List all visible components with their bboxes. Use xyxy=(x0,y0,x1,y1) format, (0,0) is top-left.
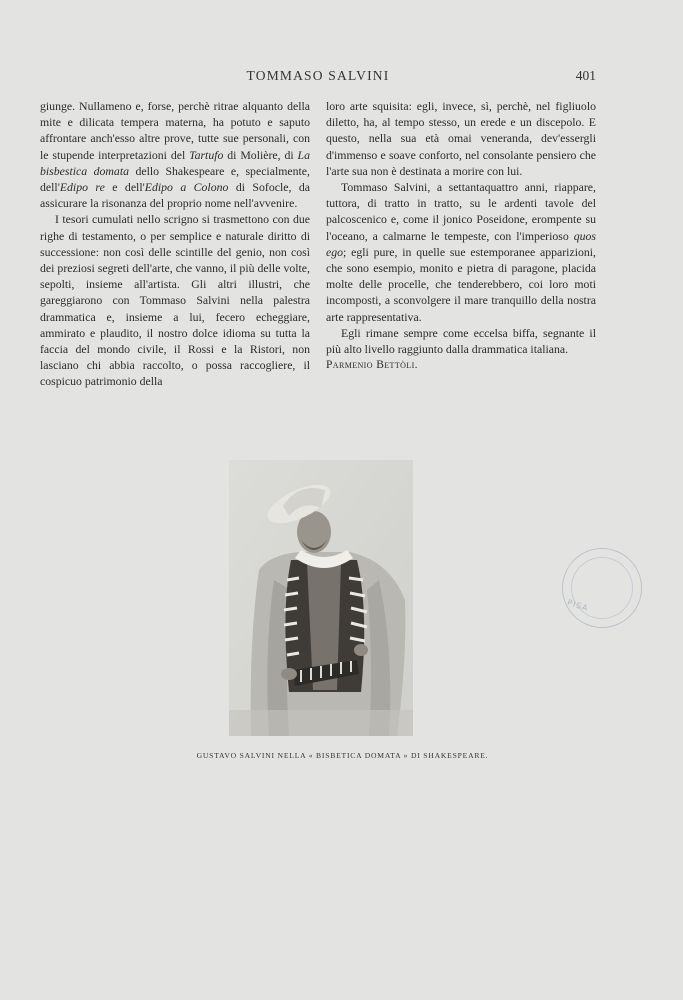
paragraph: Egli rimane sempre come eccelsa biffa, segnante il più alto livello raggiunto dalla drammatica italiana. xyxy=(326,325,596,357)
paragraph: Tommaso Salvini, a settantaquattro anni, riappare, tuttora, di tratto in tratto, su le ardenti tavole del palcoscenico e, come il jonico Poseidone, erompente su l'oceano, a calmarne le tempeste, con l'imperioso quos ego; egli pure, in quelle sue estemporanee apparizioni, che sono esempio, monito e pietra di paragone, placida molte delle procelle, che tenderebbero, coi loro moti incomposti, a sconvolgere il mare tranquillo della nostra arte rappresentativa. xyxy=(326,180,596,324)
paragraph: I tesori cumulati nello scrigno si trasmettono con due righe di testamento, o per semplice e naturale diritto di successione: non così delle scintille del genio, non così dei preziosi segreti dell'arte, che vanno, il più delle volte, sepolti, insieme all'artista. Gli altri illustri, che gareggiarono con Tommaso Salvini nella palestra drammatica e, insieme a lui, fecero echeggiare, ammirato e plaudito, il nostro dolce idioma su tutta la faccia del mondo civile, il Rossi e la Ristori, non lasciano chi abbia raccolto, o possa raccogliere, il cospicuo patrimonio della xyxy=(40,212,310,389)
right-text-column xyxy=(326,98,596,373)
figure-caption: GUSTAVO SALVINI NELLA « BISBETICA DOMATA » DI SHAKESPEARE. xyxy=(196,751,489,760)
author-signature: Parmenio Bettòli. xyxy=(326,359,418,372)
library-stamp: PISA xyxy=(562,548,642,628)
running-head xyxy=(40,68,596,86)
left-text-column xyxy=(40,98,310,390)
paragraph: giunge. Nullameno e, forse, perchè ritrae alquanto della mite e dilicata tempera materna, ha potuto e saputo affrontare anch'esso altre prove, tutte sue personali, con le stupende interpretazioni del Tartufo di Molière, di La bisbestica domata dello Shakespeare e, specialmente, dell'Edipo re e dell'Edipo a Colono di Sofocle, da assicurare la risonanza del proprio nome nell'avvenire. xyxy=(40,99,310,211)
paragraph: loro arte squisita: egli, invece, sì, perchè, nel figliuolo diletto, ha, al tempo stesso, un erede e un discepolo. E questo, nella sua età omai veneranda, dev'essergli d'immenso e soave conforto, nel consolante pensiero che l'arte sua non è destinata a morire con lui. xyxy=(326,99,596,178)
page-number: 401 xyxy=(575,68,596,83)
portrait-photograph xyxy=(229,460,413,736)
running-title: TOMMASO SALVINI xyxy=(246,68,390,83)
